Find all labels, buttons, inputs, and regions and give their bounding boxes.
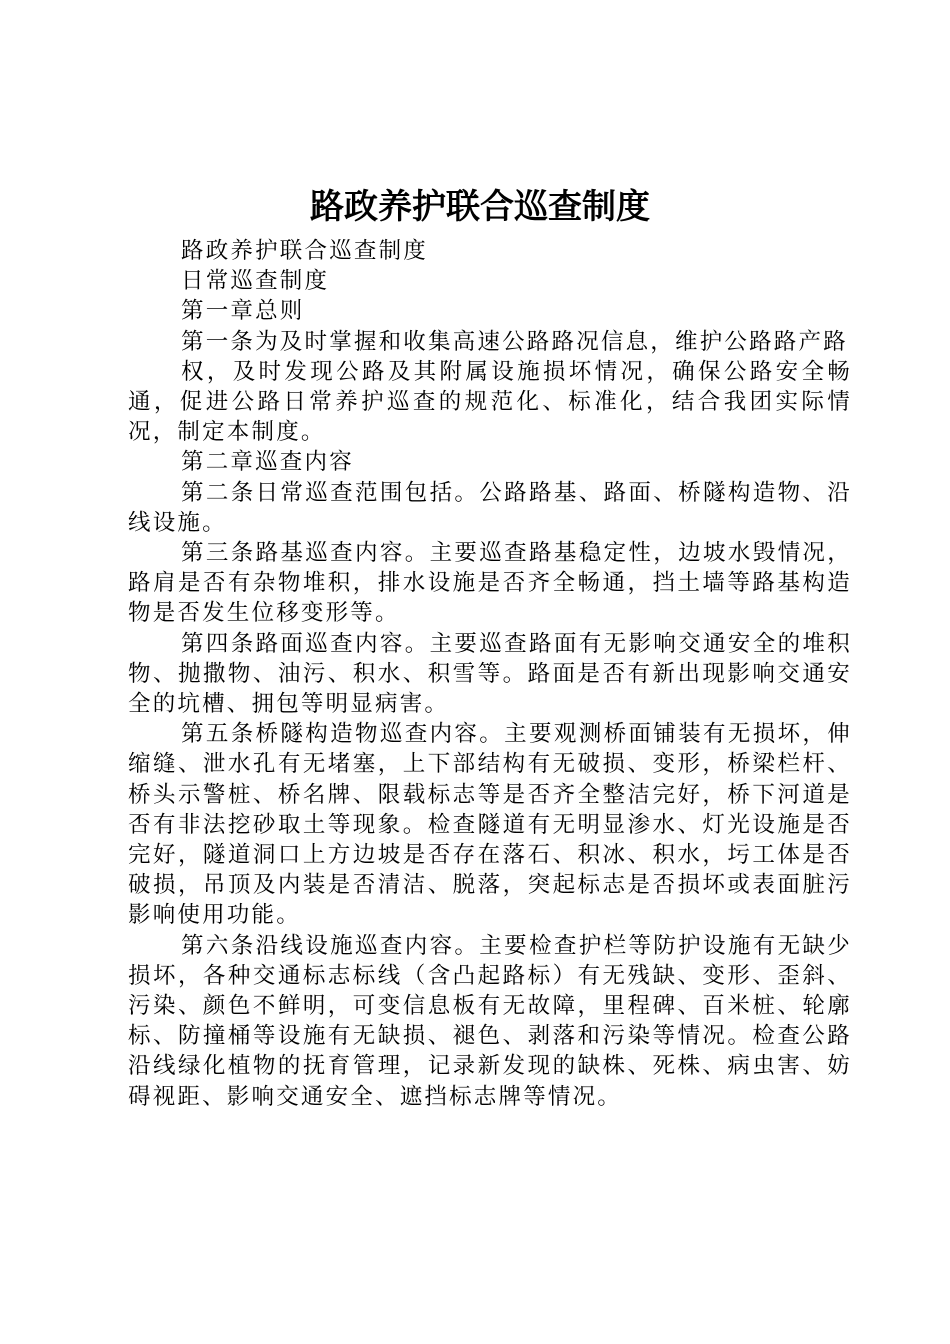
paragraph-article-6: 第六条沿线设施巡查内容。主要检查护栏等防护设施有无缺少损坏，各种交通标志标线（含凸起路标）有无残缺、变形、歪斜、污染、颜色不鲜明，可变信息板有无故障，里程碑、百米桩、轮廓标、防撞桶等设施有无缺损、褪色、剥落和污染等情况。检查公路沿线绿化植物的抚育管理，记录新发现的缺株、死株、病虫害、妨碍视距、影响交通安全、遮挡标志牌等情况。 — [128, 932, 852, 1110]
paragraph-article-1-cont: 权，及时发现公路及其附属设施损坏情况，确保公路安全畅通，促进公路日常养护巡查的规范化、标准化，结合我团实际情况，制定本制度。 — [128, 358, 852, 446]
paragraph-article-2: 第二条日常巡查范围包括。公路路基、路面、桥隧构造物、沿线设施。 — [128, 479, 852, 536]
document-title: 路政养护联合巡查制度 — [310, 187, 650, 227]
paragraph-heading-repeat: 路政养护联合巡查制度 — [181, 238, 429, 264]
paragraph-chapter-2: 第二章巡查内容 — [181, 449, 354, 476]
paragraph-article-1: 第一条为及时掌握和收集高速公路路况信息，维护公路路产路 — [181, 328, 848, 355]
paragraph-chapter-1: 第一章总则 — [181, 298, 305, 325]
paragraph-article-3: 第三条路基巡查内容。主要巡查路基稳定性，边坡水毁情况，路肩是否有杂物堆积，排水设施是否齐全畅通，挡土墙等路基构造物是否发生位移变形等。 — [128, 540, 852, 627]
paragraph-article-4: 第四条路面巡查内容。主要巡查路面有无影响交通安全的堆积物、抛撒物、油污、积水、积雪等。路面是否有新出现影响交通安全的坑槽、拥包等明显病害。 — [128, 630, 852, 718]
document-body — [128, 236, 852, 1112]
paragraph-article-5: 第五条桥隧构造物巡查内容。主要观测桥面铺装有无损坏，伸缩缝、泄水孔有无堵塞，上下部结构有无破损、变形，桥梁栏杆、桥头示警桩、桥名牌、限载标志等是否齐全整洁完好，桥下河道是否有非法挖砂取土等现象。检查隧道有无明显渗水、灯光设施是否完好，隧道洞口上方边坡是否存在落石、积冰、积水，圬工体是否破损，吊顶及内装是否清洁、脱落，突起标志是否损坏或表面脏污影响使用功能。 — [128, 721, 852, 929]
paragraph-section-title: 日常巡查制度 — [181, 268, 330, 295]
